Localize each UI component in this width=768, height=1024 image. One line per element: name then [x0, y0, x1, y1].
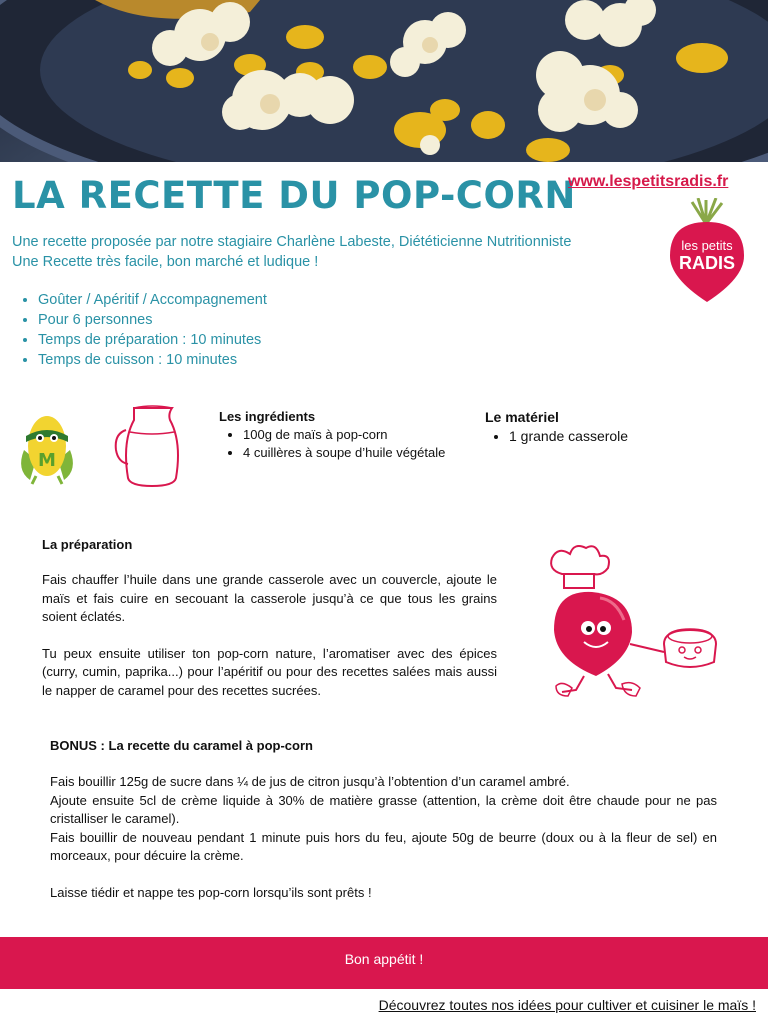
intro-line1: Une recette proposée par notre stagiaire Charlène Labeste, Diététicienne Nutritionniste [12, 234, 572, 250]
bonus-body [50, 773, 717, 902]
page-title: LA RECETTE DU POP-CORN [12, 174, 576, 217]
jug-icon [112, 402, 186, 493]
preparation-paragraph: Fais chauffer l’huile dans une grande casserole avec un couvercle, ajoute le maïs et fais cuire en secouant la casserole jusqu’à ce que tous les grains soient éclatés. [42, 572, 497, 624]
discover-link[interactable]: Découvrez toutes nos idées pour cultiver et cuisiner le maïs ! [378, 997, 756, 1013]
bon-appetit-text: Bon appétit ! [344, 951, 424, 967]
bonus-line: Ajoute ensuite 5cl de crème liquide à 30% de matière grasse (attention, la crème doit être chaude pour ne pas cristalliser le caramel). [50, 792, 717, 826]
site-link[interactable]: www.lespetitsradis.fr [568, 173, 729, 190]
materiel-section [485, 409, 745, 445]
intro-line2: Une Recette très facile, bon marché et ludique ! [12, 254, 319, 270]
logo-line2: RADIS [678, 253, 736, 273]
ingredients-section [219, 409, 459, 462]
logo-line1: les petits [681, 238, 733, 253]
bonus-title: BONUS : La recette du caramel à pop-corn [50, 738, 313, 753]
popcorn-photo [0, 0, 768, 162]
radis-logo [666, 198, 748, 309]
recipe-infos [12, 290, 267, 370]
materiel-item: • 1 grande casserole [509, 427, 745, 445]
ingredient-item: • 4 cuillères à soupe d’huile végétale [243, 444, 459, 462]
ingredients-title: Les ingrédients [219, 409, 316, 424]
bonus-line: Fais bouillir 125g de sucre dans ¼ de jus de citron jusqu’à l’obtention d’un caramel ambré. [50, 774, 570, 789]
ingredient-item: • 100g de maïs à pop-corn [243, 426, 459, 444]
bonus-line: Fais bouillir de nouveau pendant 1 minute puis hors du feu, ajoute 50g de beurre (doux ou à la fleur de sel) en morceaux, pour décuire la crème. [50, 829, 717, 863]
info-item: • Pour 6 personnes [38, 310, 267, 330]
intro [12, 232, 652, 272]
mascot-letter: M [38, 450, 56, 471]
footer-band [0, 937, 768, 989]
corn-mascot-icon [16, 410, 78, 491]
info-item: • Temps de cuisson : 10 minutes [38, 350, 267, 370]
preparation-paragraph: Tu peux ensuite utiliser ton pop-corn nature, l’aromatiser avec des épices (curry, cumin, paprika...) pour l’apéritif ou pour des recettes salées mais aussi le napper de caramel pour des recettes sucrées. [42, 645, 497, 698]
info-item: • Goûter / Apéritif / Accompagnement [38, 290, 267, 310]
preparation-title: La préparation [42, 537, 133, 552]
materiel-title: Le matériel [485, 409, 559, 425]
hero-image [0, 0, 768, 162]
radish-chef-icon [540, 540, 730, 715]
bonus-line: Laisse tiédir et nappe tes pop-corn lorsqu’ils sont prêts ! [50, 884, 372, 900]
preparation-body [42, 571, 497, 718]
info-item: • Temps de préparation : 10 minutes [38, 330, 267, 350]
